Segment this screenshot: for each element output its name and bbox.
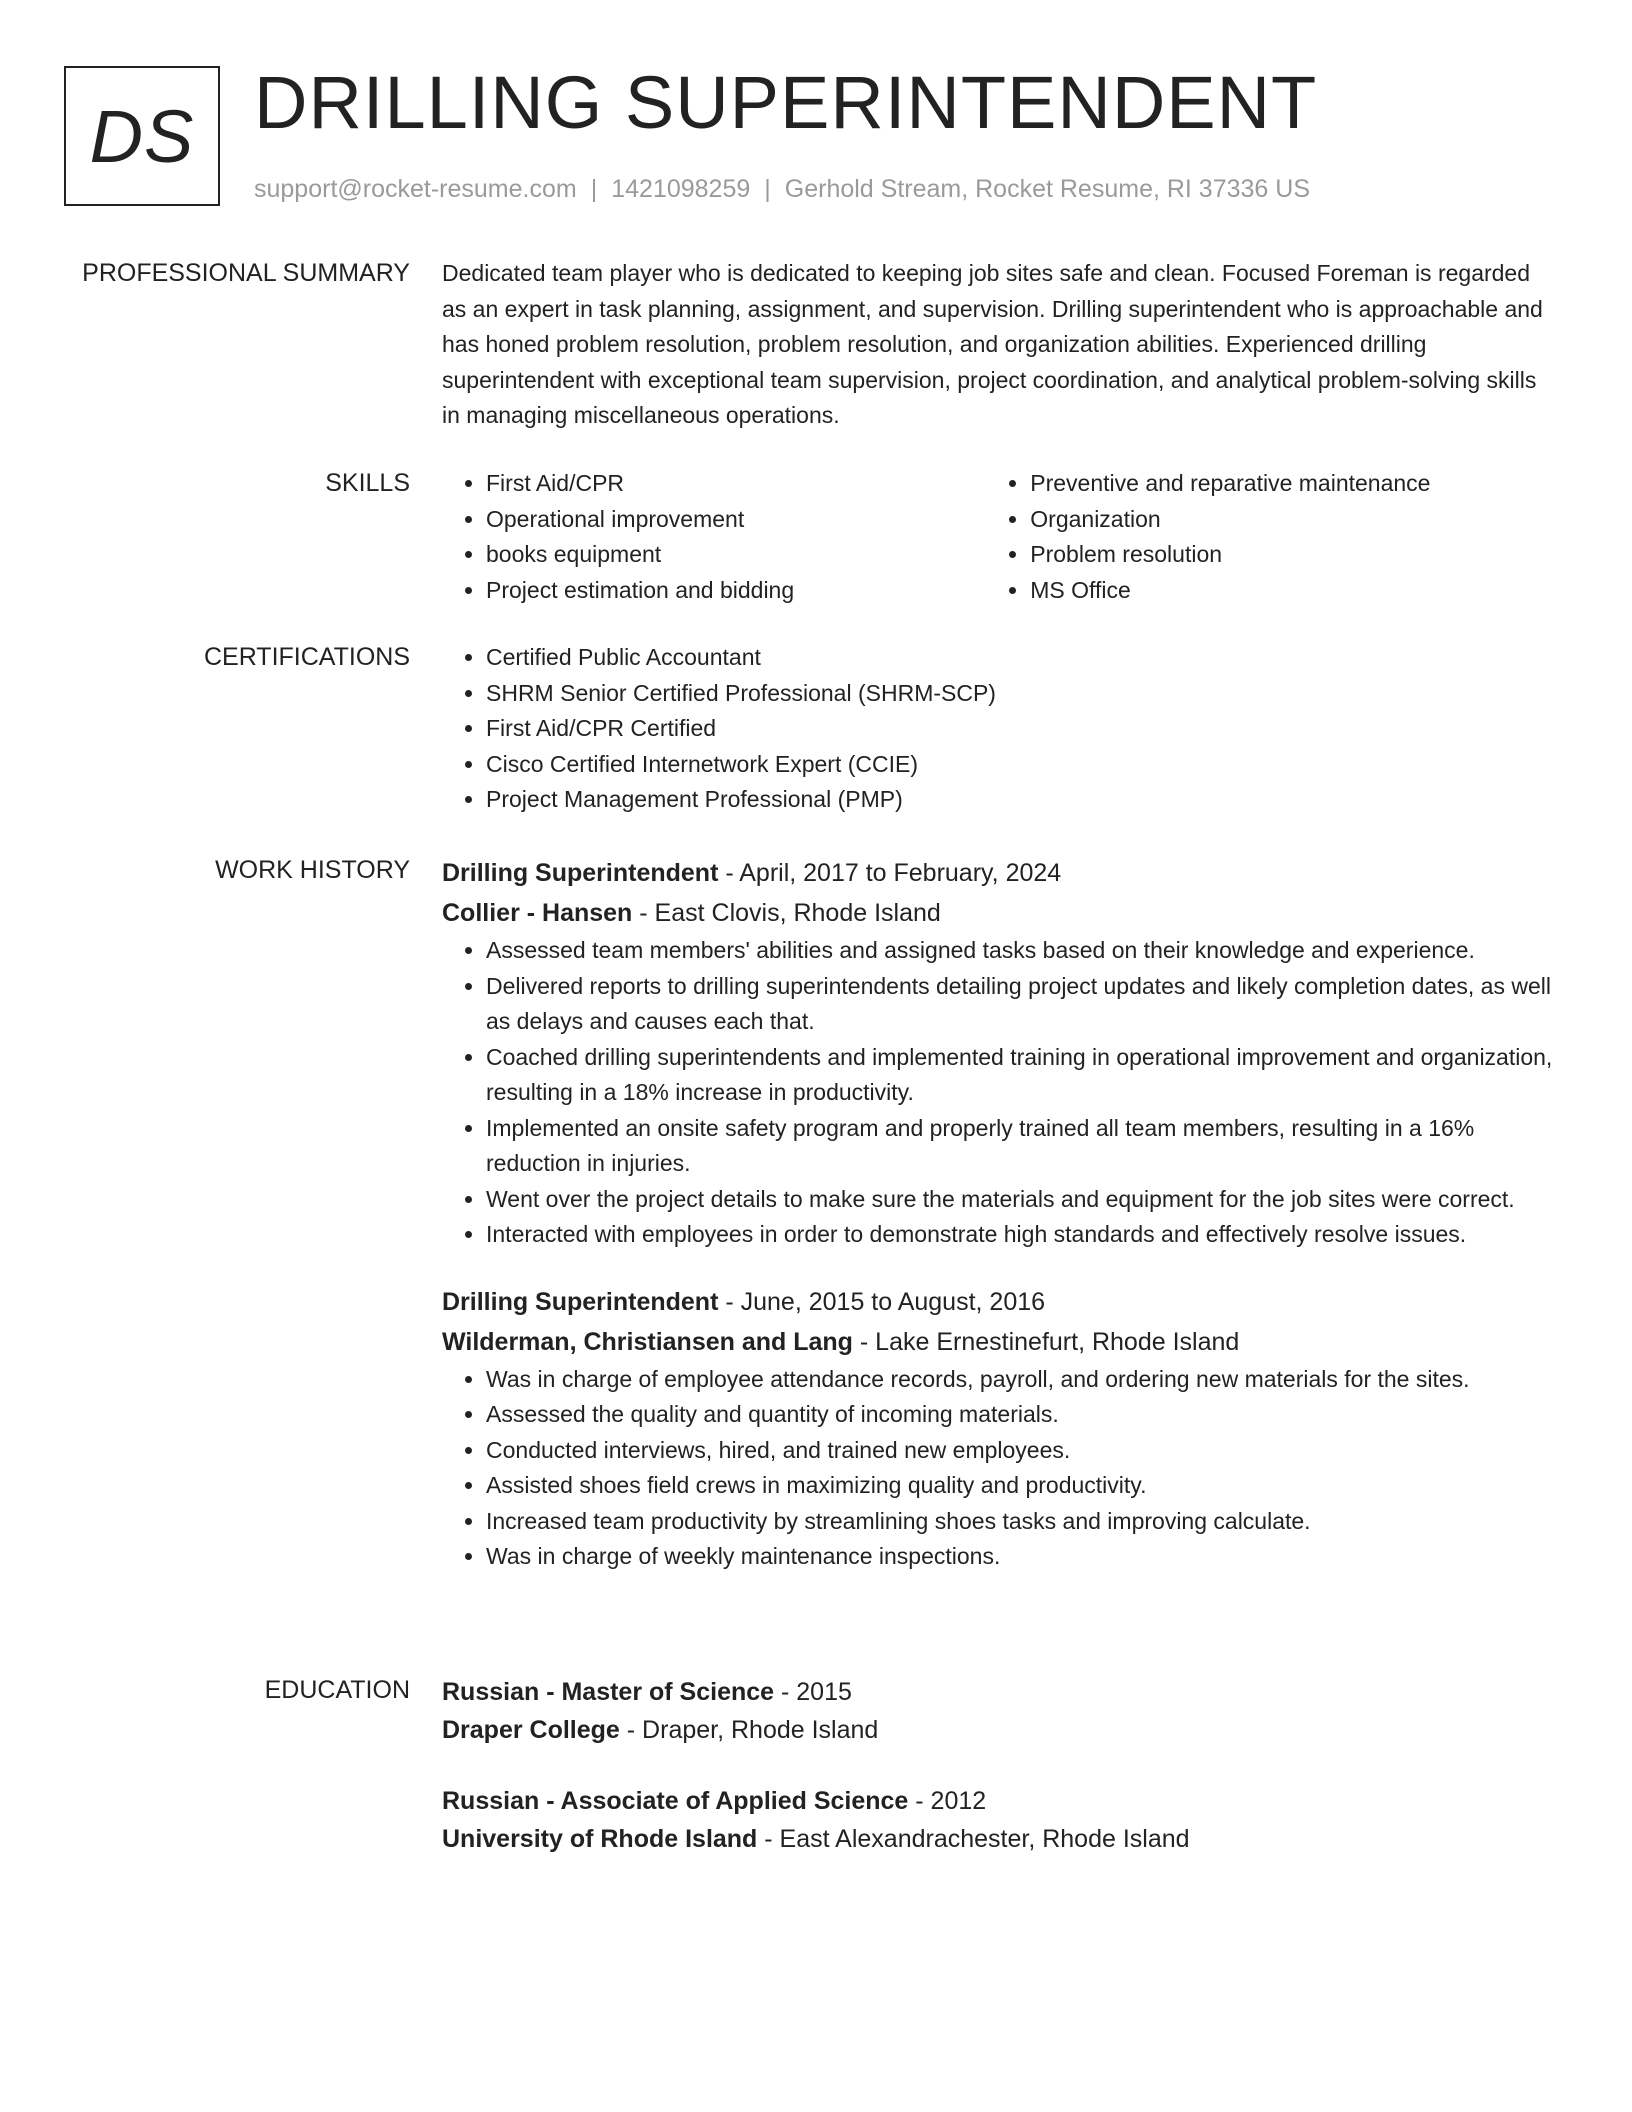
education-year: - 2012 bbox=[908, 1787, 987, 1815]
summary-text: Dedicated team player who is dedicated to keeping job sites safe and clean. Focused Foreman is regarded as an expert in task planning, assignment, and supervision. Drilling superintendent who is approachable and has honed problem resolution, problem resolution, and organization abilities. Experienced drilling superintendent with exceptional team supervision, project coordination, and analytical problem-solving skills in managing miscellaneous operations. bbox=[442, 260, 1543, 428]
job-title-line bbox=[442, 1282, 1560, 1322]
skill-item: • First Aid/CPR bbox=[486, 466, 986, 502]
certifications-body bbox=[442, 640, 1560, 818]
section-label-skills: SKILLS bbox=[325, 469, 410, 497]
skill-item: • Operational improvement bbox=[486, 502, 986, 538]
education-year: - 2015 bbox=[774, 1678, 852, 1706]
job-entry bbox=[442, 1282, 1560, 1575]
certification-item: • Cisco Certified Internetwork Expert (CCIE) bbox=[486, 747, 1560, 783]
skills-columns bbox=[442, 466, 1560, 608]
skill-item: • Project estimation and bidding bbox=[486, 573, 986, 609]
education-degree-line bbox=[442, 1782, 1560, 1820]
job-bullet: • Assessed team members' abilities and assigned tasks based on their knowledge and experience. bbox=[486, 933, 1560, 969]
job-bullet: • Delivered reports to drilling superintendents detailing project updates and likely completion dates, as well as delays and causes each that. bbox=[486, 969, 1560, 1040]
job-dates: - June, 2015 to August, 2016 bbox=[718, 1287, 1046, 1316]
job-company: Collier - Hansen bbox=[442, 899, 633, 927]
section-label-certifications: CERTIFICATIONS bbox=[203, 643, 410, 671]
job-bullet: • Interacted with employees in order to demonstrate high standards and effectively resolve issues. bbox=[486, 1217, 1560, 1253]
education-school-line bbox=[442, 1711, 1560, 1749]
skill-item: • Organization bbox=[1030, 502, 1560, 538]
education-location: - Draper, Rhode Island bbox=[619, 1716, 879, 1744]
education-school-line bbox=[442, 1820, 1560, 1858]
skills-list-right bbox=[986, 466, 1560, 608]
certifications-list bbox=[442, 640, 1560, 818]
education-entry bbox=[442, 1782, 1560, 1858]
skill-item: • Preventive and reparative maintenance bbox=[1030, 466, 1560, 502]
education-degree-line bbox=[442, 1673, 1560, 1711]
job-location: - East Clovis, Rhode Island bbox=[632, 899, 941, 927]
job-bullets bbox=[442, 1362, 1560, 1575]
skill-item: • books equipment bbox=[486, 537, 986, 573]
contact-address: Gerhold Stream, Rocket Resume, RI 37336 US bbox=[784, 175, 1310, 203]
job-bullet: • Went over the project details to make sure the materials and equipment for the job sites were correct. bbox=[486, 1182, 1560, 1218]
skill-item: • MS Office bbox=[1030, 573, 1560, 609]
job-company-line bbox=[442, 1322, 1560, 1362]
skills-list-left bbox=[442, 466, 986, 608]
contact-separator: | bbox=[590, 175, 598, 203]
job-bullet: • Increased team productivity by streamlining shoes tasks and improving calculate. bbox=[486, 1504, 1560, 1540]
education-entry bbox=[442, 1673, 1560, 1749]
summary-body bbox=[442, 256, 1560, 434]
job-title-line bbox=[442, 853, 1560, 893]
page-title: DRILLING SUPERINTENDENT bbox=[254, 61, 1318, 144]
job-location: - Lake Ernestinefurt, Rhode Island bbox=[852, 1327, 1240, 1356]
contact-phone: 1421098259 bbox=[611, 175, 751, 203]
contact-separator: | bbox=[764, 175, 771, 203]
job-bullet: • Was in charge of employee attendance records, payroll, and ordering new materials for the sites. bbox=[486, 1362, 1560, 1398]
job-title: Drilling Superintendent bbox=[442, 859, 719, 887]
certification-item: • SHRM Senior Certified Professional (SHRM-SCP) bbox=[486, 676, 1560, 712]
job-bullet: • Assisted shoes field crews in maximizing quality and productivity. bbox=[486, 1468, 1560, 1504]
job-company-line bbox=[442, 893, 1560, 933]
job-bullet: • Coached drilling superintendents and implemented training in operational improvement and organization, resulting in a 18% increase in productivity. bbox=[486, 1040, 1560, 1111]
education-school: University of Rhode Island bbox=[442, 1825, 758, 1853]
education-degree: Russian - Master of Science bbox=[442, 1678, 775, 1706]
job-bullets bbox=[442, 933, 1560, 1253]
section-label-work-history: WORK HISTORY bbox=[215, 856, 410, 884]
education-location: - East Alexandrachester, Rhode Island bbox=[757, 1825, 1190, 1853]
job-entry bbox=[442, 853, 1560, 1253]
education-degree: Russian - Associate of Applied Science bbox=[442, 1787, 909, 1815]
contact-email: support@rocket-resume.com bbox=[254, 175, 577, 203]
job-bullet: • Assessed the quality and quantity of incoming materials. bbox=[486, 1397, 1560, 1433]
certification-item: • First Aid/CPR Certified bbox=[486, 711, 1560, 747]
skill-item: • Problem resolution bbox=[1030, 537, 1560, 573]
contact-line bbox=[254, 173, 1310, 205]
job-bullet: • Implemented an onsite safety program and properly trained all team members, resulting in a 16% reduction in injuries. bbox=[486, 1111, 1560, 1182]
education-school: Draper College bbox=[442, 1716, 620, 1744]
job-bullet: • Conducted interviews, hired, and trained new employees. bbox=[486, 1433, 1560, 1469]
work-history-body bbox=[442, 853, 1560, 1575]
job-title: Drilling Superintendent bbox=[442, 1287, 719, 1316]
job-company: Wilderman, Christiansen and Lang bbox=[442, 1327, 853, 1356]
certification-item: • Project Management Professional (PMP) bbox=[486, 782, 1560, 818]
education-body bbox=[442, 1673, 1560, 1858]
section-label-summary: PROFESSIONAL SUMMARY bbox=[82, 259, 410, 287]
job-dates: - April, 2017 to February, 2024 bbox=[718, 859, 1062, 887]
job-bullet: • Was in charge of weekly maintenance inspections. bbox=[486, 1539, 1560, 1575]
section-label-education: EDUCATION bbox=[264, 1676, 410, 1704]
certification-item: • Certified Public Accountant bbox=[486, 640, 1560, 676]
initials-monogram: DS bbox=[64, 66, 220, 206]
